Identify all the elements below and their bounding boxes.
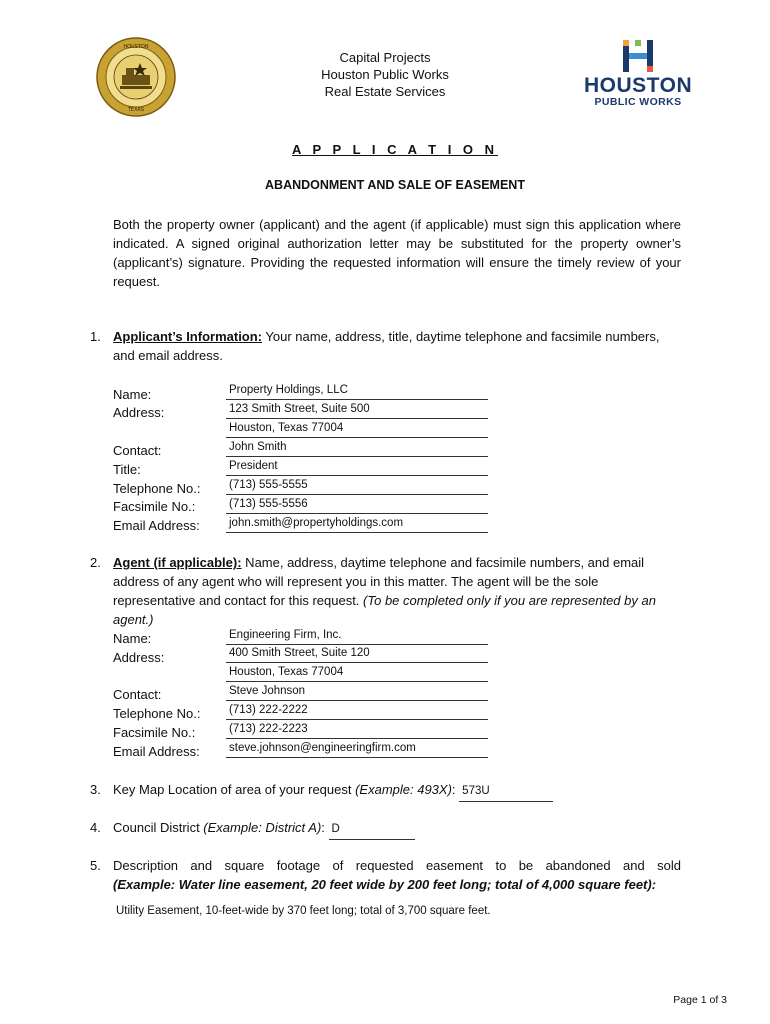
key-map-field[interactable]: 573U (459, 782, 553, 802)
section-text: Your name, address, title, daytime telephone and facsimile numbers, and email address. (113, 329, 660, 363)
form-subtitle: ABANDONMENT AND SALE OF EASEMENT (265, 178, 525, 192)
svg-text:HOUSTON: HOUSTON (123, 44, 149, 50)
section-colon: : (451, 782, 456, 797)
section-number: 2. (90, 555, 101, 570)
section-heading: Applicant’s Information: (113, 329, 263, 344)
section-colon: : (321, 820, 325, 835)
page-title: A P P L I C A T I O N (291, 142, 499, 157)
logo-public-works-text: PUBLIC WORKS (594, 96, 682, 108)
applicant-title-label: Title: (113, 462, 141, 477)
agent-telephone-field[interactable]: (713) 222-2222 (226, 703, 488, 720)
section-number: 4. (90, 820, 101, 835)
h-mark-icon (621, 38, 655, 74)
agent-email-field[interactable]: steve.johnson@engineeringfirm.com (226, 741, 488, 758)
section-number: 1. (90, 329, 101, 344)
council-district-field[interactable]: D (329, 820, 415, 840)
agent-email-label: Email Address: (113, 744, 200, 759)
logo-houston-text: HOUSTON (584, 74, 693, 97)
section-number: 3. (90, 782, 101, 797)
applicant-name-label: Name: (113, 387, 152, 402)
section-text: Key Map Location of area of your request (113, 782, 356, 797)
agent-contact-field[interactable]: Steve Johnson (226, 684, 488, 701)
section-example: (Example: District A) (203, 820, 322, 835)
applicant-contact-label: Contact: (113, 443, 162, 458)
intro-paragraph: Both the property owner (applicant) and the agent (if applicable) must sign this application where indicated. A signed original authorization letter may be substituted for the property owner’s (applicant’s) signature. Providing the requested information will ensure the timely review of your request. (113, 217, 681, 289)
section-text: Description and square footage of requested easement to be abandoned and sold (113, 858, 681, 873)
agent-facsimile-label: Facsimile No.: (113, 725, 196, 740)
agent-telephone-label: Telephone No.: (113, 706, 201, 721)
section-example: (Example: Water line easement, 20 feet wide by 200 feet long; total of 4,000 square feet): (113, 877, 657, 892)
applicant-name-field[interactable]: Property Holdings, LLC (226, 383, 488, 400)
agent-address-line1-field[interactable]: 400 Smith Street, Suite 120 (226, 646, 488, 663)
section-text: Council District (113, 820, 204, 835)
applicant-telephone-label: Telephone No.: (113, 481, 201, 496)
easement-description-field[interactable]: Utility Easement, 10-feet-wide by 370 feet long; total of 3,700 square feet. (116, 905, 491, 917)
applicant-contact-field[interactable]: John Smith (226, 440, 488, 457)
applicant-facsimile-label: Facsimile No.: (113, 499, 196, 514)
applicant-title-field[interactable]: President (226, 459, 488, 476)
page-number: Page 1 of 3 (673, 994, 727, 1006)
svg-text:TEXAS: TEXAS (127, 107, 145, 113)
agent-address-line2-field[interactable]: Houston, Texas 77004 (226, 665, 488, 682)
applicant-telephone-field[interactable]: (713) 555-5555 (226, 478, 488, 495)
applicant-address-label: Address: (113, 405, 165, 420)
section-example: (Example: 493X) (355, 782, 452, 797)
section-number: 5. (90, 858, 101, 873)
section-text: Name, address, daytime telephone and facsimile numbers, and email address of any agent who will represent you in this matter. The agent will be the sole representative and contact for this request. (113, 555, 645, 608)
section-italic-note: (To be completed only if you are represented by an agent.) (113, 593, 656, 627)
agent-contact-label: Contact: (113, 687, 162, 702)
header-line-real-estate: Real Estate Services (324, 84, 446, 99)
section-heading: Agent (if applicable): (113, 555, 242, 570)
applicant-email-label: Email Address: (113, 518, 200, 533)
header-line-capital-projects: Capital Projects (339, 50, 431, 65)
applicant-address-line2-field[interactable]: Houston, Texas 77004 (226, 421, 488, 438)
applicant-facsimile-field[interactable]: (713) 555-5556 (226, 497, 488, 514)
header-line-public-works: Houston Public Works (321, 67, 449, 82)
agent-address-label: Address: (113, 650, 165, 665)
agent-name-label: Name: (113, 631, 152, 646)
houston-public-works-logo (584, 38, 692, 110)
applicant-address-line1-field[interactable]: 123 Smith Street, Suite 500 (226, 402, 488, 419)
agent-facsimile-field[interactable]: (713) 222-2223 (226, 722, 488, 739)
agent-name-field[interactable]: Engineering Firm, Inc. (226, 628, 488, 645)
applicant-email-field[interactable]: john.smith@propertyholdings.com (226, 516, 488, 533)
